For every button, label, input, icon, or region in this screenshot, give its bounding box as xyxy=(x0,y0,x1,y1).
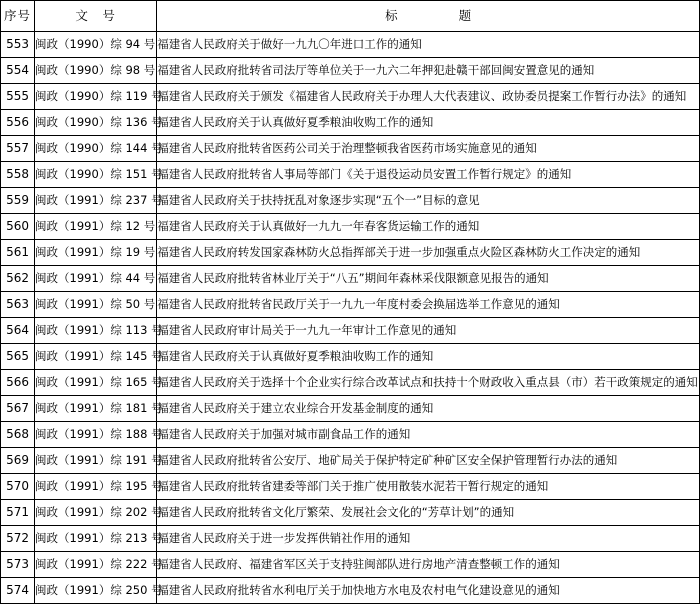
cell-sequence: 569 xyxy=(1,448,35,474)
cell-sequence: 574 xyxy=(1,578,35,604)
cell-sequence: 558 xyxy=(1,162,35,188)
cell-sequence: 564 xyxy=(1,318,35,344)
cell-title: 福建省人民政府关于认真做好夏季粮油收购工作的通知 xyxy=(157,344,700,370)
cell-sequence: 563 xyxy=(1,292,35,318)
cell-title: 福建省人民政府关于认真做好夏季粮油收购工作的通知 xyxy=(157,110,700,136)
table-row xyxy=(1,396,700,422)
table-row xyxy=(1,188,700,214)
cell-document-number: 闽政（1991）综 191 号 xyxy=(35,448,157,474)
cell-title: 福建省人民政府批转省文化厅繁荣、发展社会文化的“芳草计划”的通知 xyxy=(157,500,700,526)
cell-document-number: 闽政（1991）综 50 号 xyxy=(35,292,157,318)
table-header xyxy=(1,1,700,32)
column-header-document-number: 文 号 xyxy=(35,1,157,32)
cell-sequence: 556 xyxy=(1,110,35,136)
cell-title: 福建省人民政府批转省水利电厅关于加快地方水电及农村电气化建设意见的通知 xyxy=(157,578,700,604)
cell-sequence: 570 xyxy=(1,474,35,500)
cell-title: 福建省人民政府关于加强对城市副食品工作的通知 xyxy=(157,422,700,448)
cell-document-number: 闽政（1990）综 144 号 xyxy=(35,136,157,162)
cell-title: 福建省人民政府关于扶持抚乱对象逐步实现“五个一”目标的意见 xyxy=(157,188,700,214)
table-row xyxy=(1,422,700,448)
table-row xyxy=(1,474,700,500)
cell-document-number: 闽政（1991）综 165 号 xyxy=(35,370,157,396)
table-row xyxy=(1,58,700,84)
cell-sequence: 553 xyxy=(1,32,35,58)
table-header-row xyxy=(1,1,700,32)
cell-sequence: 559 xyxy=(1,188,35,214)
cell-sequence: 560 xyxy=(1,214,35,240)
table-row xyxy=(1,162,700,188)
cell-sequence: 573 xyxy=(1,552,35,578)
cell-document-number: 闽政（1991）综 202 号 xyxy=(35,500,157,526)
cell-title: 福建省人民政府批转省公安厅、地矿局关于保护特定矿种矿区安全保护管理暂行办法的通知 xyxy=(157,448,700,474)
table-row xyxy=(1,84,700,110)
cell-document-number: 闽政（1990）综 94 号 xyxy=(35,32,157,58)
table-row xyxy=(1,136,700,162)
cell-title: 福建省人民政府批转省建委等部门关于推广使用散装水泥若干暂行规定的通知 xyxy=(157,474,700,500)
table-row xyxy=(1,552,700,578)
table-row xyxy=(1,578,700,604)
cell-sequence: 561 xyxy=(1,240,35,266)
cell-title: 福建省人民政府关于做好一九九〇年进口工作的通知 xyxy=(157,32,700,58)
cell-document-number: 闽政（1991）综 188 号 xyxy=(35,422,157,448)
cell-document-number: 闽政（1990）综 136 号 xyxy=(35,110,157,136)
cell-sequence: 567 xyxy=(1,396,35,422)
cell-sequence: 571 xyxy=(1,500,35,526)
cell-title: 福建省人民政府批转省人事局等部门《关于退役运动员安置工作暂行规定》的通知 xyxy=(157,162,700,188)
cell-document-number: 闽政（1991）综 145 号 xyxy=(35,344,157,370)
cell-document-number: 闽政（1991）综 12 号 xyxy=(35,214,157,240)
cell-document-number: 闽政（1991）综 113 号 xyxy=(35,318,157,344)
table-row xyxy=(1,500,700,526)
table-row xyxy=(1,214,700,240)
cell-title: 福建省人民政府关于颁发《福建省人民政府关于办理人大代表建议、政协委员提案工作暂行办法》的通知 xyxy=(157,84,700,110)
cell-document-number: 闽政（1991）综 213 号 xyxy=(35,526,157,552)
cell-document-number: 闽政（1991）综 44 号 xyxy=(35,266,157,292)
cell-document-number: 闽政（1991）综 195 号 xyxy=(35,474,157,500)
table-row xyxy=(1,526,700,552)
cell-title: 福建省人民政府关于选择十个企业实行综合改革试点和扶持十个财政收入重点县（市）若干政策规定的通知 xyxy=(157,370,700,396)
cell-title: 福建省人民政府转发国家森林防火总指挥部关于进一步加强重点火险区森林防火工作决定的通知 xyxy=(157,240,700,266)
table-row xyxy=(1,240,700,266)
cell-title: 福建省人民政府关于认真做好一九九一年春客货运输工作的通知 xyxy=(157,214,700,240)
cell-document-number: 闽政（1991）综 222 号 xyxy=(35,552,157,578)
cell-sequence: 566 xyxy=(1,370,35,396)
cell-title: 福建省人民政府批转省医药公司关于治理整顿我省医药市场实施意见的通知 xyxy=(157,136,700,162)
table-row xyxy=(1,266,700,292)
table-body xyxy=(1,32,700,604)
column-header-sequence: 序号 xyxy=(1,1,35,32)
column-header-title: 标 题 xyxy=(157,1,700,32)
cell-sequence: 554 xyxy=(1,58,35,84)
table-row xyxy=(1,370,700,396)
cell-document-number: 闽政（1990）综 151 号 xyxy=(35,162,157,188)
cell-document-number: 闽政（1991）综 250 号 xyxy=(35,578,157,604)
cell-title: 福建省人民政府、福建省军区关于支持驻闽部队进行房地产清查整顿工作的通知 xyxy=(157,552,700,578)
cell-document-number: 闽政（1990）综 119 号 xyxy=(35,84,157,110)
table-row xyxy=(1,448,700,474)
cell-title: 福建省人民政府批转省林业厅关于“八五”期间年森林采伐限额意见报告的通知 xyxy=(157,266,700,292)
cell-document-number: 闽政（1991）综 181 号 xyxy=(35,396,157,422)
cell-title: 福建省人民政府审计局关于一九九一年审计工作意见的通知 xyxy=(157,318,700,344)
cell-title: 福建省人民政府关于建立农业综合开发基金制度的通知 xyxy=(157,396,700,422)
cell-title: 福建省人民政府批转省民政厅关于一九九一年度村委会换届选举工作意见的通知 xyxy=(157,292,700,318)
table-row xyxy=(1,110,700,136)
table-row xyxy=(1,318,700,344)
table-row xyxy=(1,292,700,318)
cell-sequence: 555 xyxy=(1,84,35,110)
cell-sequence: 565 xyxy=(1,344,35,370)
cell-document-number: 闽政（1991）综 237 号 xyxy=(35,188,157,214)
cell-title: 福建省人民政府关于进一步发挥供销社作用的通知 xyxy=(157,526,700,552)
cell-sequence: 562 xyxy=(1,266,35,292)
cell-sequence: 557 xyxy=(1,136,35,162)
cell-sequence: 568 xyxy=(1,422,35,448)
cell-title: 福建省人民政府批转省司法厅等单位关于一九六二年押犯赴赣干部回闽安置意见的通知 xyxy=(157,58,700,84)
table-row xyxy=(1,32,700,58)
table-row xyxy=(1,344,700,370)
cell-sequence: 572 xyxy=(1,526,35,552)
cell-document-number: 闽政（1990）综 98 号 xyxy=(35,58,157,84)
cell-document-number: 闽政（1991）综 19 号 xyxy=(35,240,157,266)
